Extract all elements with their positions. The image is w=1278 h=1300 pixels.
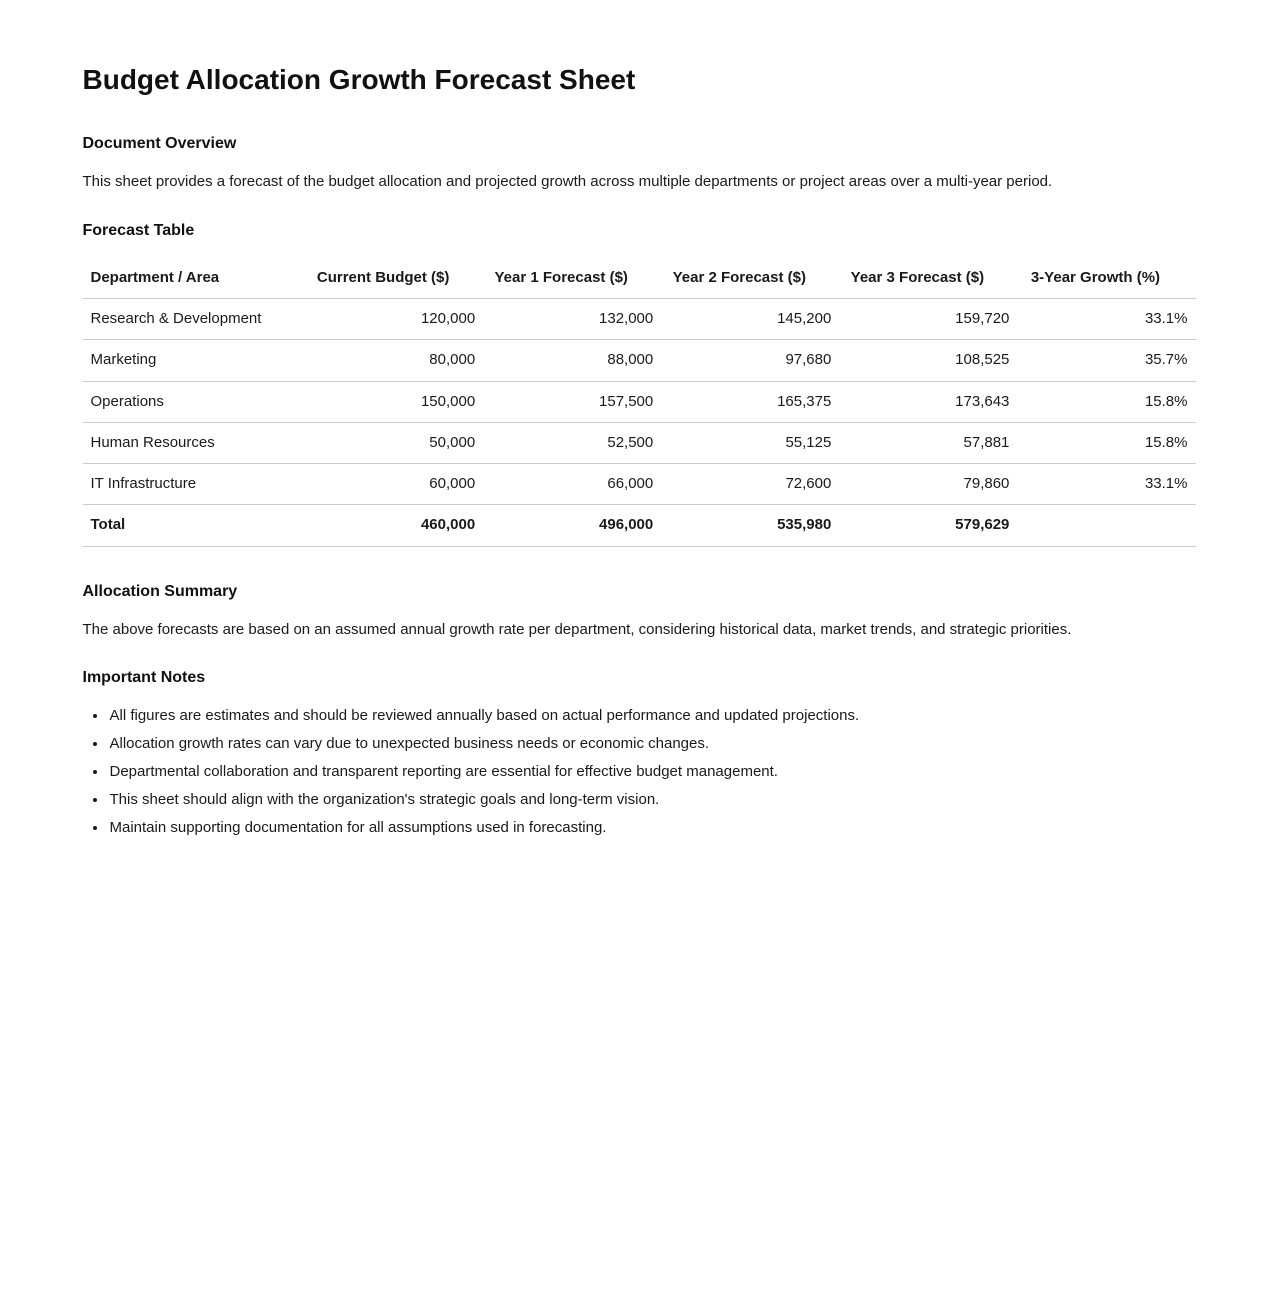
table-row [83, 422, 1196, 463]
table-cell [1017, 505, 1195, 546]
table-cell: 157,500 [483, 381, 661, 422]
document-content [83, 0, 1196, 838]
table-cell: Operations [83, 381, 306, 422]
table-cell: 66,000 [483, 464, 661, 505]
table-cell: 15.8% [1017, 381, 1195, 422]
section-heading-important-notes: Important Notes [82, 669, 206, 687]
table-cell: 150,000 [305, 381, 483, 422]
table-cell: 50,000 [305, 422, 483, 463]
table-cell: 88,000 [483, 340, 661, 381]
column-header: 3-Year Growth (%) [1017, 258, 1195, 299]
table-header-row [83, 258, 1196, 299]
table-cell: 120,000 [305, 299, 483, 340]
table-cell: 55,125 [661, 422, 839, 463]
list-item: • Maintain supporting documentation for all assumptions used in forecasting. [108, 817, 1196, 838]
table-row [83, 340, 1196, 381]
column-header: Department / Area [83, 258, 306, 299]
page-title: Budget Allocation Growth Forecast Sheet [82, 64, 636, 95]
table-row [83, 464, 1196, 505]
table-cell: Marketing [83, 340, 306, 381]
table-cell: 33.1% [1017, 464, 1195, 505]
table-cell: 145,200 [661, 299, 839, 340]
table-row [83, 299, 1196, 340]
table-cell: 165,375 [661, 381, 839, 422]
important-notes-list [83, 705, 1196, 838]
table-cell: 173,643 [839, 381, 1017, 422]
section-heading-document-overview: Document Overview [82, 135, 237, 152]
column-header: Current Budget ($) [305, 258, 483, 299]
table-cell: 579,629 [839, 505, 1017, 546]
column-header: Year 1 Forecast ($) [483, 258, 661, 299]
table-cell: 33.1% [1017, 299, 1195, 340]
table-total-row [83, 505, 1196, 546]
table-cell: 80,000 [305, 340, 483, 381]
table-cell: 108,525 [839, 340, 1017, 381]
table-cell: 60,000 [305, 464, 483, 505]
table-cell: 159,720 [839, 299, 1017, 340]
forecast-table [83, 258, 1196, 547]
table-cell: 496,000 [483, 505, 661, 546]
table-cell: 52,500 [483, 422, 661, 463]
list-item: • Allocation growth rates can vary due to unexpected business needs or economic changes. [108, 733, 1196, 754]
table-cell: Research & Development [83, 299, 306, 340]
section-heading-forecast-table: Forecast Table [82, 221, 195, 239]
list-item: • All figures are estimates and should be reviewed annually based on actual performance and updated projections. [108, 705, 1196, 726]
list-item: • This sheet should align with the organization's strategic goals and long-term vision. [108, 789, 1196, 810]
list-item: • Departmental collaboration and transparent reporting are essential for effective budget management. [108, 761, 1196, 782]
allocation-summary-text: The above forecasts are based on an assumed annual growth rate per department, considering historical data, market trends, and strategic priorities. [82, 620, 1072, 638]
forecast-table-body [83, 299, 1196, 547]
section-heading-allocation-summary: Allocation Summary [82, 582, 238, 600]
table-cell: IT Infrastructure [83, 464, 306, 505]
table-cell: Total [83, 505, 306, 546]
table-cell: 132,000 [483, 299, 661, 340]
table-cell: 57,881 [839, 422, 1017, 463]
column-header: Year 3 Forecast ($) [839, 258, 1017, 299]
table-cell: 79,860 [839, 464, 1017, 505]
table-cell: 535,980 [661, 505, 839, 546]
column-header: Year 2 Forecast ($) [661, 258, 839, 299]
table-cell: 460,000 [305, 505, 483, 546]
table-cell: 97,680 [661, 340, 839, 381]
table-cell: 35.7% [1017, 340, 1195, 381]
table-cell: 72,600 [661, 464, 839, 505]
table-cell: Human Resources [83, 422, 306, 463]
table-cell: 15.8% [1017, 422, 1195, 463]
table-row [83, 381, 1196, 422]
document-overview-text: This sheet provides a forecast of the budget allocation and projected growth across multiple departments or project areas over a multi-year period. [82, 173, 1053, 190]
